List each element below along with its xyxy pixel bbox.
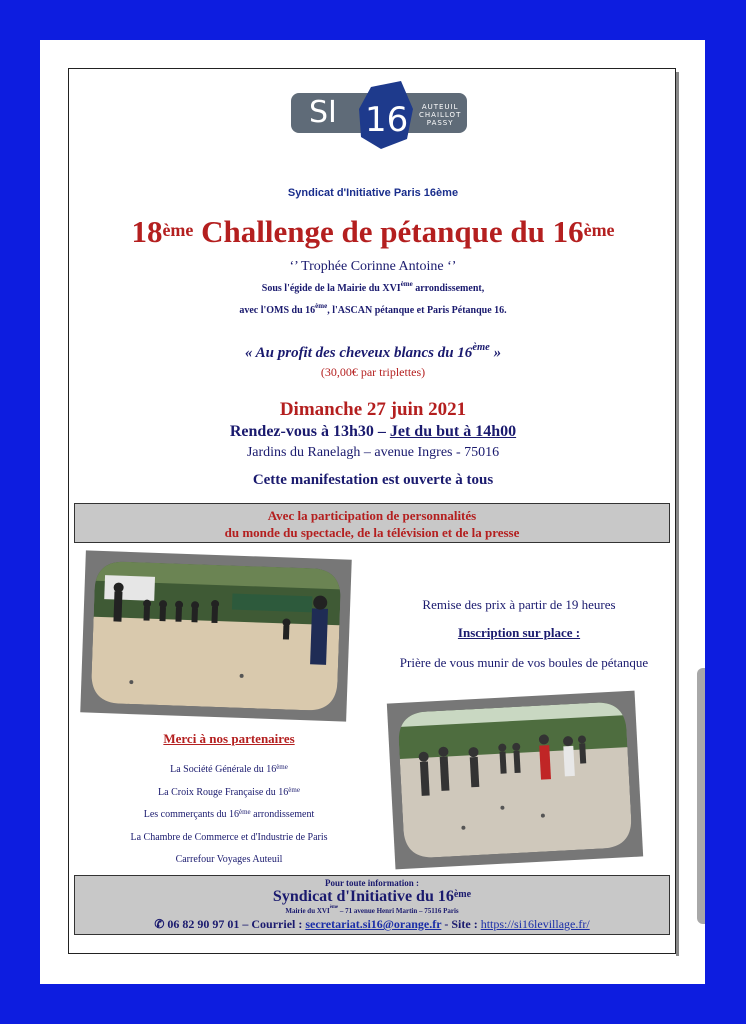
title-part-a: 18 [131, 214, 163, 249]
logo-sub-auteuil: AUTEUIL [421, 103, 459, 111]
email-link[interactable]: secretariat.si16@orange.fr [305, 917, 442, 931]
open-to-all-line: Cette manifestation est ouverte à tous [252, 472, 494, 488]
partner-item: La Croix Rouge Française du 16ème [158, 785, 300, 798]
photo-players-2 [387, 691, 643, 870]
photo-players-1 [80, 550, 351, 721]
phone-text: ✆ 06 82 90 97 01 – Courriel : [154, 917, 306, 931]
logo-map-shape [351, 79, 423, 151]
venue-line: Jardins du Ranelagh – avenue Ingres - 75016 [246, 445, 500, 460]
partner-item: Les commerçants du 16ème arrondissement [143, 808, 315, 820]
participation-banner [74, 503, 670, 543]
profit-line [69, 342, 677, 362]
flyer-frame [68, 68, 676, 954]
egide-b: arrondissement, [412, 283, 485, 294]
partners-list [89, 759, 369, 872]
partner-item: La Chambre de Commerce et d'Industrie de Paris [130, 831, 328, 843]
footer-info-label: Pour toute information : [324, 878, 420, 888]
rdv-a: Rendez-vous à 13h30 – [229, 423, 390, 440]
oms-line [69, 302, 677, 316]
oms-sup: ème [315, 302, 328, 310]
logo-si-text: SI [309, 95, 337, 130]
banner-line-2: du monde du spectacle, de la télévision et de la presse [224, 525, 520, 540]
profit-a: « Au profit des cheveux blancs du 16 [244, 345, 473, 361]
egide-a: Sous l'égide de la Mairie du XVI [261, 283, 401, 294]
title-part-b: Challenge de pétanque du 16 [193, 214, 584, 249]
bring-boules-note: Prière de vous munir de vos boules de pétanque [399, 655, 649, 670]
trophy-line: ‘’ Trophée Corinne Antoine ‘’ [289, 259, 457, 274]
egide-sup: ème [400, 280, 413, 288]
prize-time: Remise des prix à partir de 19 heures [422, 597, 616, 612]
title-sup-a: ème [162, 220, 194, 240]
contact-footer [74, 875, 670, 935]
profit-b: » [489, 345, 502, 361]
syndicat-caption: Syndicat d'Initiative Paris 16ème [287, 187, 459, 199]
site-label: - Site : [441, 917, 481, 931]
event-title [69, 213, 677, 251]
scroll-handle[interactable] [697, 668, 705, 924]
price-line: (30,00€ par triplettes) [320, 365, 426, 379]
website-link[interactable]: https://si16levillage.fr/ [480, 917, 590, 931]
banner-line-1: Avec la participation de personnalités [267, 508, 477, 523]
profit-sup: ème [472, 342, 490, 353]
partner-item: La Société Générale du 16ème [170, 763, 288, 775]
rendezvous-line [69, 423, 677, 441]
footer-contact-line [75, 916, 669, 932]
event-date: Dimanche 27 juin 2021 [279, 399, 467, 420]
title-sup-b: ème [583, 220, 615, 240]
footer-address: Mairie du XVIème – 71 avenue Henri Martin – 75116 Paris [285, 905, 459, 915]
logo-sub-passy: PASSY [426, 119, 454, 127]
rdv-b: Jet du but à 14h00 [389, 423, 517, 440]
oms-a: avec l'OMS du 16 [239, 305, 316, 316]
oms-b: , l'ASCAN pétanque et Paris Pétanque 16. [327, 305, 507, 316]
logo-subtitle [419, 103, 461, 127]
flyer-sheet [40, 40, 705, 984]
logo-num-text: 16 [365, 100, 409, 140]
egide-line [69, 280, 677, 294]
footer-org-name: Syndicat d'Initiative du 16ème [272, 888, 472, 905]
registration-heading: Inscription sur place : [457, 625, 581, 640]
si16-logo [291, 79, 471, 151]
partners-heading: Merci à nos partenaires [163, 731, 295, 746]
partner-item: Carrefour Voyages Auteuil [175, 854, 283, 865]
logo-sub-chaillot: CHAILLOT [419, 111, 462, 119]
